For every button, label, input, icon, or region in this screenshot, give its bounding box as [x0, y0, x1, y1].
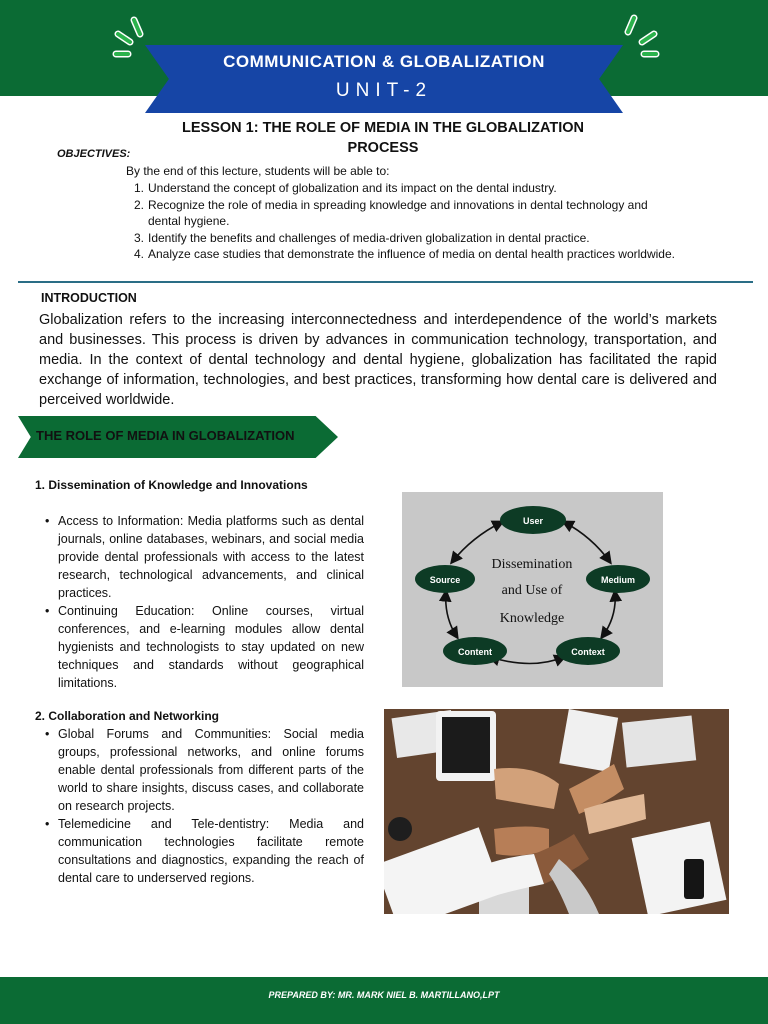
list-item: • Continuing Education: Online courses, virtual conferences, and e-learning modules allow dental hygienists and technologists to stay updated on new techniques and standards without geographical limitations.: [45, 604, 364, 690]
divider: [18, 281, 753, 283]
introduction-text: Globalization refers to the increasing interconnectedness and interdependence of the world’s markets and businesses. This process is driven by advances in communication technology, transportation, and media. In the context of dental technology and dental hygiene, globalization has facilitated the rapid exchange of information, technologies, and best practices, transforming how dental care is delivered and perceived worldwide.: [39, 312, 717, 408]
node-source: [415, 565, 475, 593]
node-user: [500, 506, 566, 534]
objective-item: 4. Analyze case studies that demonstrate the influence of media on dental health practices worldwide.: [134, 247, 675, 261]
subsection-2-list: [45, 725, 364, 887]
list-item: • Global Forums and Communities: Social media groups, professional networks, and online forums enable dental professionals from different parts of the world to share insights, discuss cases, and collaborate on research projects.: [45, 727, 364, 813]
diagram-center-line3: Knowledge: [499, 611, 565, 626]
node-context: [556, 637, 620, 665]
svg-text:Source: Source: [429, 575, 461, 585]
objective-item: 2. Recognize the role of media in spreading knowledge and innovations in dental technology and dental hygiene.: [134, 197, 648, 228]
introduction-title: INTRODUCTION: [41, 291, 137, 305]
subsection-1-list: [45, 512, 364, 692]
list-item: • Telemedicine and Tele-dentistry: Media and communication technologies facilitate remote consultations and diagnostics, expanding the reach of dental care to underserved regions.: [45, 817, 364, 885]
diagram-center-line2: and Use of: [501, 583, 563, 598]
diagram-center-line1: Dissemination: [491, 557, 573, 572]
objectives-list: [134, 180, 676, 263]
objective-item: 3. Identify the benefits and challenges of media-driven globalization in dental practice.: [134, 230, 590, 245]
list-item: • Access to Information: Media platforms such as dental journals, online databases, webinars, and social media provide dental professionals with access to the latest research, technological advancements, and clinical practices.: [45, 514, 364, 600]
svg-text:Context: Context: [571, 647, 605, 657]
svg-text:Medium: Medium: [600, 575, 636, 585]
svg-text:Content: Content: [458, 647, 492, 657]
unit-label: UNIT-2: [335, 80, 433, 101]
node-medium: [586, 565, 650, 593]
lesson-title: LESSON 1: THE ROLE OF MEDIA IN THE GLOBALIZATION PROCESS: [182, 120, 584, 156]
objective-item: 1. Understand the concept of globalization and its impact on the dental industry.: [134, 181, 557, 195]
knowledge-diagram: [402, 492, 663, 687]
subsection-1-title: 1. Dissemination of Knowledge and Innovations: [35, 478, 308, 492]
objectives-intro: By the end of this lecture, students will be able to:: [126, 164, 390, 178]
svg-text:User: User: [522, 516, 544, 526]
footer-text: PREPARED BY: MR. MARK NIEL B. MARTILLANO,LPT: [268, 990, 500, 1000]
section-title: THE ROLE OF MEDIA IN GLOBALIZATION: [36, 428, 295, 443]
teamwork-photo: [384, 709, 729, 914]
header-title: COMMUNICATION & GLOBALIZATION: [223, 52, 545, 71]
subsection-2-title: 2. Collaboration and Networking: [35, 709, 220, 723]
footer-bar: [0, 977, 768, 1024]
objectives-label: OBJECTIVES:: [57, 148, 131, 160]
node-content: [443, 637, 507, 665]
